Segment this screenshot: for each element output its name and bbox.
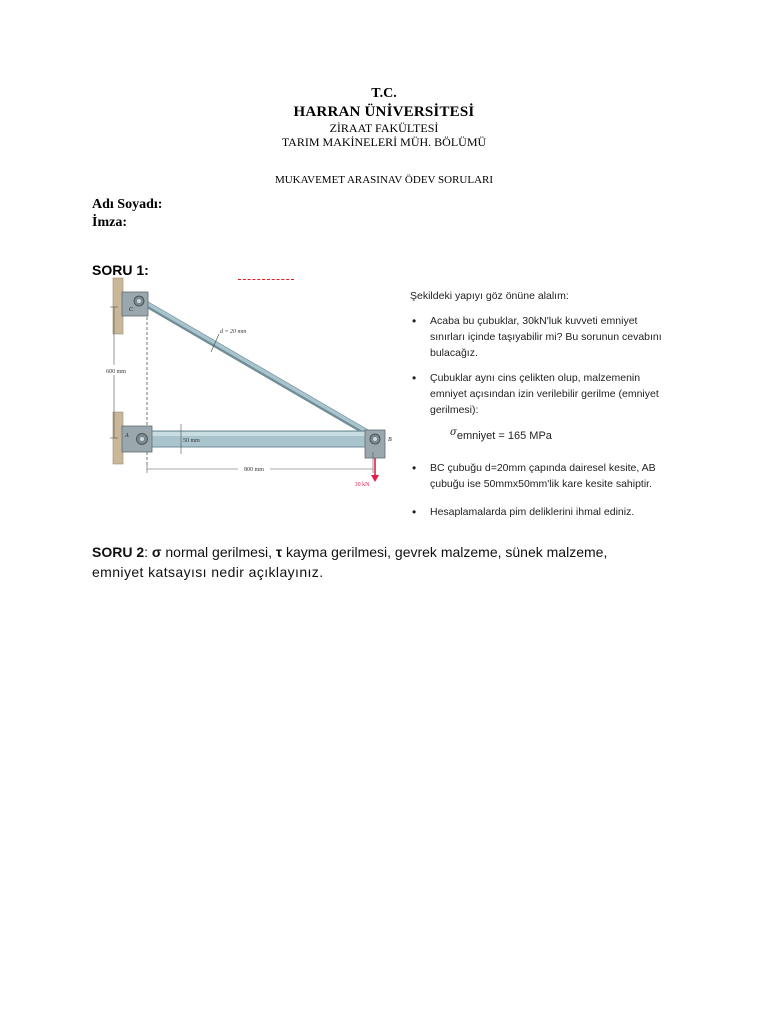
bullet-item: • Acaba bu çubuklar, 30kN'luk kuvveti emniyet sınırları içinde taşıyabilir mi? Bu sorunun cevabını bulacağız. bbox=[410, 313, 675, 361]
formula-value: = 165 MPa bbox=[498, 430, 552, 442]
question2-label: SORU 2 bbox=[92, 544, 145, 560]
sigma-symbol: σ bbox=[450, 427, 457, 438]
question2 bbox=[92, 542, 692, 582]
upper-wall bbox=[113, 278, 123, 334]
question1-description bbox=[410, 290, 675, 532]
allowable-stress-formula bbox=[450, 427, 675, 442]
header-tc: T.C. bbox=[371, 86, 397, 101]
truss-figure bbox=[95, 272, 410, 497]
label-a: A bbox=[125, 433, 129, 439]
exam-title: MUKAVEMET ARASINAV ÖDEV SORULARI bbox=[274, 174, 494, 186]
label-b: B bbox=[388, 437, 392, 443]
formula-subscript: emniyet bbox=[456, 430, 496, 442]
bullet-item: • Çubuklar aynı cins çelikten olup, malzemenin emniyet açısından izin verilebilir gerilme (emniyet gerilmesi): bbox=[410, 370, 675, 418]
header-faculty: ZİRAAT FAKÜLTESİ bbox=[329, 120, 439, 135]
question2-line2: emniyet katsayısı nedir açıklayınız. bbox=[92, 564, 324, 580]
question1-bullets-2 bbox=[410, 460, 675, 520]
header-university: HARRAN ÜNİVERSİTESİ bbox=[293, 103, 475, 120]
rod-diameter-label: d = 20 mm bbox=[220, 329, 247, 335]
tau-symbol: τ bbox=[275, 544, 283, 560]
question1-intro: Şekildeki yapıyı göz önüne alalım: bbox=[410, 290, 569, 302]
sigma-symbol: σ bbox=[151, 544, 162, 560]
label-c: C bbox=[129, 307, 134, 313]
question2-line1: SORU 2: σ normal gerilmesi, τ kayma gerilmesi, gevrek malzeme, sünek malzeme, bbox=[92, 544, 608, 560]
name-field-label: Adı Soyadı: bbox=[92, 197, 163, 212]
header-department: TARIM MAKİNELERİ MÜH. BÖLÜMÜ bbox=[281, 135, 487, 150]
question1-bullets bbox=[410, 313, 675, 418]
dim-600-label: 600 mm bbox=[106, 369, 126, 375]
signature-field-label: İmza: bbox=[92, 215, 127, 230]
load-label: 30 kN bbox=[354, 482, 370, 488]
dim-800-label: 800 mm bbox=[244, 467, 264, 473]
bullet-item: • BC çubuğu d=20mm çapında dairesel kesite, AB çubuğu ise 50mmx50mm'lik kare kesite sahiptir. bbox=[410, 460, 675, 492]
dim-50-label: 50 mm bbox=[183, 438, 200, 444]
student-fields bbox=[92, 196, 162, 232]
question1-label: SORU 1: bbox=[92, 262, 149, 278]
bullet-item: • Hesaplamalarda pim deliklerini ihmal ediniz. bbox=[410, 504, 675, 520]
document-header bbox=[0, 86, 768, 150]
